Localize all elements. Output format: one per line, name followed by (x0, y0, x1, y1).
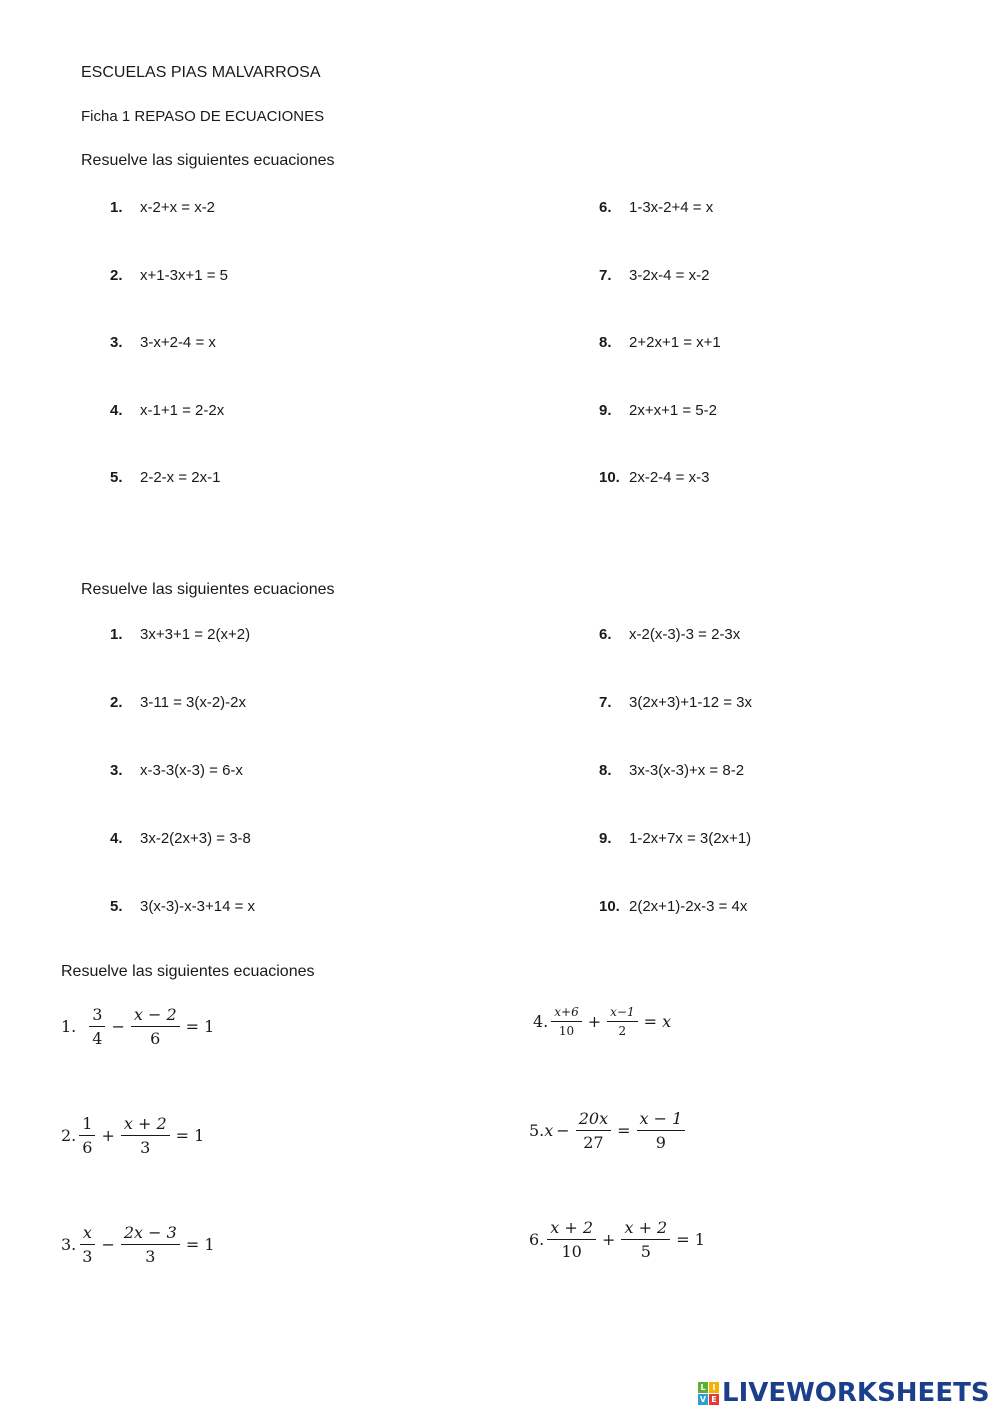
eq-number: 2. (61, 1126, 77, 1145)
equation-number: 10. (599, 469, 620, 486)
rhs: = 1 (175, 1126, 205, 1145)
fraction (131, 1005, 180, 1048)
denominator: 4 (92, 1029, 103, 1048)
equation-text: x-2+x = x-2 (140, 199, 216, 216)
equation-number: 4. (110, 401, 123, 419)
equation-item (599, 402, 717, 419)
equation-item (110, 334, 216, 351)
operator: − (111, 1017, 125, 1036)
equation-number: 6. (599, 199, 612, 216)
numerator: x + 2 (547, 1218, 596, 1240)
equation-item (599, 267, 709, 284)
equation-text: 2x-2-4 = x-3 (629, 469, 710, 486)
denominator: 10 (558, 1024, 575, 1038)
equation-number: 7. (599, 694, 612, 711)
fraction (121, 1223, 180, 1266)
eq-number: 1. (61, 1017, 77, 1036)
equation-number: 1. (110, 626, 123, 643)
equation-item (110, 469, 220, 486)
section1-instruction: Resuelve las siguientes ecuaciones (81, 152, 335, 169)
equation-item (110, 830, 251, 847)
rhs: = x (643, 1012, 672, 1031)
fraction (576, 1109, 611, 1152)
numerator: 2x − 3 (121, 1223, 180, 1245)
numerator: 20x (576, 1109, 611, 1131)
equation-number: 8. (599, 762, 612, 779)
equation-text: 3x-3(x-3)+x = 8-2 (629, 762, 745, 779)
fraction (79, 1114, 95, 1157)
denominator: 10 (561, 1242, 582, 1261)
equation-text: 3(2x+3)+1-12 = 3x (629, 694, 752, 711)
numerator: x − 2 (131, 1005, 180, 1027)
equation-number: 6. (599, 626, 612, 643)
operator: + (602, 1230, 616, 1249)
equation-text: x+1-3x+1 = 5 (140, 266, 228, 284)
denominator: 27 (583, 1133, 604, 1152)
equation-text: x-2(x-3)-3 = 2-3x (629, 626, 741, 643)
eq-number: 3. (61, 1235, 77, 1254)
logo-letter-e: E (709, 1394, 719, 1405)
equation-number: 5. (110, 898, 123, 915)
fraction (121, 1114, 170, 1157)
equation-text: 2x+x+1 = 5-2 (629, 401, 717, 419)
equation-text: 1-3x-2+4 = x (629, 199, 714, 216)
lead-term: x (544, 1121, 554, 1140)
operator: + (101, 1126, 115, 1145)
equation-item (599, 626, 740, 643)
equation-text: 2-2-x = 2x-1 (140, 469, 221, 486)
rhs: = 1 (676, 1230, 705, 1249)
numerator: x−1 (607, 1005, 637, 1022)
equation-item (110, 626, 250, 643)
denominator: 2 (618, 1024, 627, 1038)
equation-text: 3-x+2-4 = x (140, 334, 216, 351)
equation-text: 2+2x+1 = x+1 (629, 334, 721, 351)
logo-text: LIVEWORKSHEETS (722, 1378, 990, 1408)
equation-number: 1. (110, 199, 123, 216)
equation-item (599, 469, 709, 486)
numerator: x − 1 (637, 1109, 686, 1131)
sheet-title: Ficha 1 REPASO DE ECUACIONES (81, 108, 325, 125)
fraction (621, 1218, 670, 1261)
denominator: 6 (82, 1138, 93, 1157)
logo-letter-l: L (698, 1382, 708, 1393)
numerator: x (80, 1223, 95, 1245)
rhs: = 1 (185, 1235, 215, 1254)
equation-item (110, 694, 246, 711)
fraction-equation-5 (529, 1109, 688, 1152)
numerator: 3 (89, 1005, 105, 1027)
fraction-equation-1 (61, 1005, 217, 1048)
equation-item (599, 762, 744, 779)
school-name: ESCUELAS PIAS MALVARROSA (81, 64, 321, 81)
denominator: 3 (140, 1138, 151, 1157)
denominator: 3 (145, 1247, 156, 1266)
denominator: 3 (82, 1247, 93, 1266)
liveworksheets-logo-icon (698, 1382, 719, 1405)
numerator: 1 (79, 1114, 95, 1136)
fraction (89, 1005, 105, 1048)
equation-item (110, 762, 243, 779)
eq-number: 6. (529, 1230, 545, 1249)
equation-text: 3(x-3)-x-3+14 = x (140, 898, 256, 915)
equation-number: 2. (110, 266, 123, 284)
equation-item (110, 267, 228, 284)
logo-letter-v: V (699, 1394, 707, 1404)
equation-text: 3-11 = 3(x-2)-2x (140, 694, 247, 711)
equation-text: 3x+3+1 = 2(x+2) (140, 626, 251, 643)
equation-text: x-3-3(x-3) = 6-x (140, 762, 243, 779)
equation-text: x-1+1 = 2-2x (140, 401, 225, 419)
equation-text: 2(2x+1)-2x-3 = 4x (629, 898, 748, 915)
equation-number: 8. (599, 334, 612, 351)
operator: − (556, 1121, 570, 1140)
equation-number: 3. (110, 334, 123, 351)
numerator: x+6 (551, 1005, 581, 1022)
operator: + (587, 1012, 602, 1031)
equation-item (599, 898, 747, 915)
fraction-equation-3 (61, 1223, 218, 1266)
equation-item (599, 694, 752, 711)
equation-number: 9. (599, 401, 612, 419)
eq-number: 4. (533, 1012, 549, 1031)
equation-number: 3. (110, 762, 123, 779)
equation-item (110, 402, 224, 419)
fraction-equation-2 (61, 1114, 207, 1157)
equation-item (599, 334, 721, 351)
equation-item (599, 830, 751, 847)
equation-number: 7. (599, 266, 612, 284)
denominator: 9 (655, 1133, 666, 1152)
logo-letter-i: I (709, 1382, 719, 1393)
denominator: 5 (640, 1242, 651, 1261)
denominator: 6 (150, 1029, 161, 1048)
fraction (547, 1218, 596, 1261)
equation-text: 3-2x-4 = x-2 (629, 266, 710, 284)
fraction (607, 1005, 637, 1038)
fraction (551, 1005, 581, 1038)
equation-number: 5. (110, 469, 123, 486)
equation-number: 4. (110, 830, 123, 847)
rhs: = 1 (185, 1017, 215, 1036)
operator: − (101, 1235, 115, 1254)
numerator: x + 2 (121, 1114, 170, 1136)
equation-item (110, 898, 255, 915)
equation-number: 2. (110, 694, 123, 711)
section2-instruction: Resuelve las siguientes ecuaciones (81, 581, 335, 598)
section3-instruction: Resuelve las siguientes ecuaciones (61, 963, 315, 980)
fraction-equation-4 (533, 1005, 674, 1038)
fraction-equation-6 (529, 1218, 708, 1261)
fraction (637, 1109, 686, 1152)
numerator: x + 2 (621, 1218, 670, 1240)
equals-sign: = (617, 1121, 631, 1140)
equation-item (110, 199, 215, 216)
liveworksheets-logo[interactable] (698, 1378, 990, 1408)
equation-text: 3x-2(2x+3) = 3-8 (140, 830, 251, 847)
eq-number: 5. (529, 1121, 545, 1140)
equation-item (599, 199, 713, 216)
fraction (79, 1223, 95, 1266)
equation-number: 9. (599, 830, 612, 847)
equation-text: 1-2x+7x = 3(2x+1) (629, 830, 752, 847)
equation-number: 10. (599, 898, 620, 915)
